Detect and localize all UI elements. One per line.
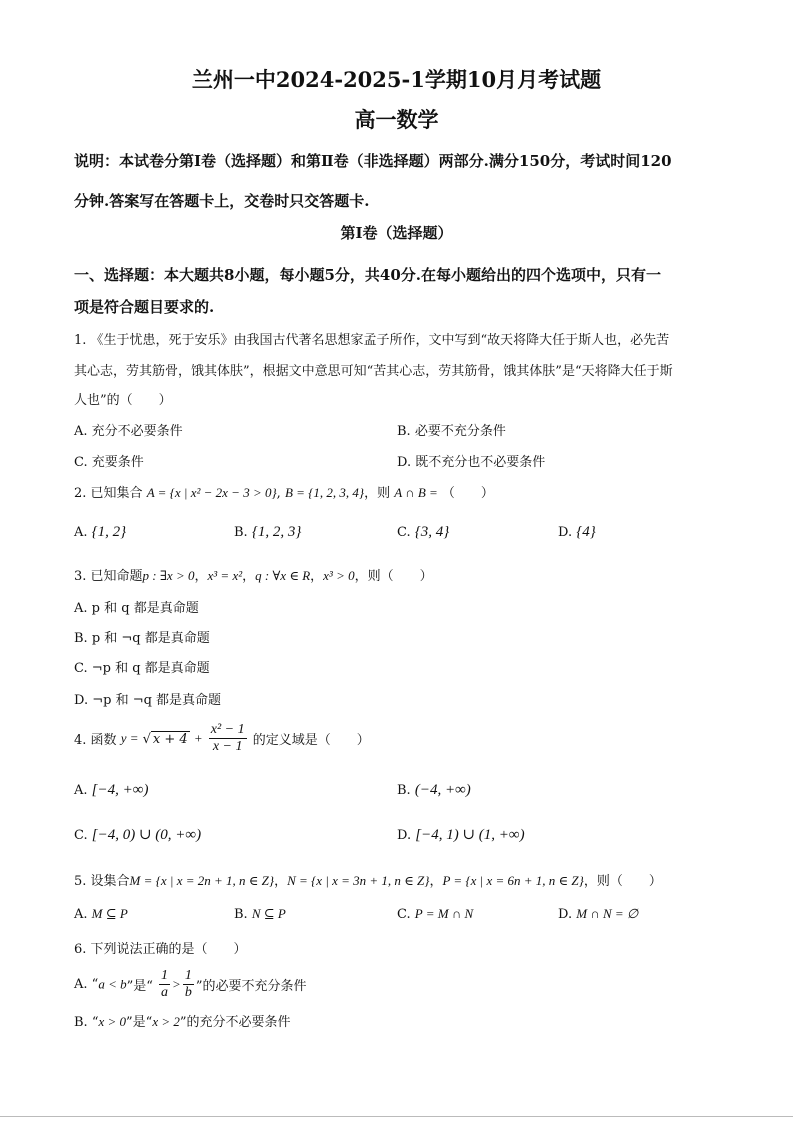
q4-option-c-value: [−4, 0) ∪ (0, +∞) xyxy=(91,827,202,843)
q4-sqrt: √ x + 4 xyxy=(142,731,188,747)
q1-option-d: D. 既不充分也不必要条件 xyxy=(397,455,546,470)
q2-set-a: A = {x | x² − 2x − 3 > 0} xyxy=(146,485,277,500)
q1-stem-line-2: 其心志，劳其筋骨，饿其体肤”，根据文中意思可知“苦其心志，劳其筋骨，饿其体肤”是“天将降大任于斯 xyxy=(74,364,673,379)
q3-proposition-p: p : ∃x > 0 xyxy=(142,568,195,583)
q1-option-b: B. 必要不充分条件 xyxy=(397,424,506,439)
q6-a-fraction-1-den: a xyxy=(161,985,169,1000)
q4-fraction xyxy=(209,722,247,755)
instructions-line-1: 说明：本试卷分第Ⅰ卷（选择题）和第Ⅱ卷（非选择题）两部分.满分150分，考试时间120 xyxy=(74,152,672,170)
q4-prefix: 4. 函数 xyxy=(74,733,117,748)
q2-option-b-label: B. xyxy=(234,525,248,540)
part1-heading: 第Ⅰ卷（选择题） xyxy=(340,224,453,242)
q3-ask: ，则（ ） xyxy=(354,569,433,584)
q4-option-a-value: [−4, +∞) xyxy=(91,782,149,798)
page-bottom-divider xyxy=(0,1116,793,1117)
q2-option-c-value: {3, 4} xyxy=(414,524,450,540)
q2-expr: A ∩ B = xyxy=(394,485,438,500)
q2-paren: （ ） xyxy=(441,486,494,501)
q4-lhs: y = xyxy=(120,730,139,746)
q5-set-p: P = {x | x = 6n + 1, n ∈ Z} xyxy=(442,873,584,888)
q2-set-b: B = {1, 2, 3, 4} xyxy=(284,485,365,500)
q4-option-c xyxy=(74,825,201,844)
q6-a-fraction-2-num: 1 xyxy=(184,968,192,983)
q2-option-a-value: {1, 2} xyxy=(91,524,127,540)
q5-set-n: N = {x | x = 3n + 1, n ∈ Z} xyxy=(287,873,430,888)
q3-proposition-q-body: x³ > 0 xyxy=(323,568,355,583)
exam-subtitle: 高一数学 xyxy=(354,107,439,132)
q6-b-prefix: B. “ xyxy=(74,1015,99,1030)
q5-option-d-label: D. xyxy=(558,907,573,922)
q2-option-b xyxy=(234,524,301,541)
q1-stem-line-3: 人也”的（ ） xyxy=(74,393,172,408)
q4-option-d xyxy=(397,825,525,844)
q4-fraction-denominator: x − 1 xyxy=(212,739,243,754)
q6-b-cond1: x > 0 xyxy=(98,1014,127,1029)
q2-prefix: 2. 已知集合 xyxy=(74,486,143,501)
q5-stem: 5. 设集合M = {x | x = 2n + 1, n ∈ Z}，N = {x | x = 3n + 1, n ∈ Z}，P = {x | x = 6n + 1, n ∈ Z}，则（ ） xyxy=(74,873,662,889)
q6-a-fraction-1 xyxy=(159,968,170,1001)
q3-stem: 3. 已知命题p : ∃x > 0，x³ = x²，q : ∀x ∈ R，x³ > 0，则（ ） xyxy=(74,568,433,584)
q4-sqrt-body: x + 4 xyxy=(152,731,188,747)
q1-option-c: C. 充要条件 xyxy=(74,455,144,470)
q2-option-c xyxy=(397,524,449,541)
q5-option-b xyxy=(234,906,286,922)
q6-a-fraction-1-num: 1 xyxy=(161,968,169,983)
q6-stem: 6. 下列说法正确的是（ ） xyxy=(74,942,247,957)
section-intro-line-1: 一、选择题：本大题共8小题，每小题5分，共40分.在每小题给出的四个选项中，只有一 xyxy=(74,266,661,284)
q6-b-suffix: ”的充分不必要条件 xyxy=(179,1015,291,1030)
q4-plus: + xyxy=(193,730,203,746)
q3-prefix: 3. 已知命题 xyxy=(74,569,143,584)
q6-option-a xyxy=(74,968,306,1001)
q4-option-d-label: D. xyxy=(397,828,412,843)
q1-stem-line-1: 1. 《生于忧患，死于安乐》由我国古代著名思想家孟子所作，文中写到“故天将降大任于斯人也，必先苦 xyxy=(74,333,670,348)
q4-ask: 的定义域是（ ） xyxy=(252,733,370,748)
q4-option-c-label: C. xyxy=(74,828,88,843)
q5-option-b-value: N ⊆ P xyxy=(251,906,286,921)
q2-option-d-label: D. xyxy=(558,525,573,540)
q6-a-gt: > xyxy=(172,976,181,992)
q4-option-d-value: [−4, 1) ∪ (1, +∞) xyxy=(415,827,525,843)
q6-a-suffix: ”的必要不充分条件 xyxy=(195,979,307,994)
q5-option-d xyxy=(558,906,638,922)
q5-option-a-value: M ⊆ P xyxy=(91,906,128,921)
q3-option-a: A. p 和 q 都是真命题 xyxy=(74,601,199,616)
q2-option-a-label: A. xyxy=(74,525,88,540)
q2-option-a xyxy=(74,524,126,541)
exam-title: 兰州一中2024-2025-1学期10月月考试题 xyxy=(191,67,602,92)
q2-option-b-value: {1, 2, 3} xyxy=(251,524,302,540)
q3-proposition-p-body: x³ = x² xyxy=(207,568,243,583)
q3-option-d: D. ¬p 和 ¬q 都是真命题 xyxy=(74,693,222,708)
q5-prefix: 5. 设集合 xyxy=(74,874,130,889)
q2-option-d xyxy=(558,524,596,541)
q6-b-cond2: x > 2 xyxy=(152,1014,180,1029)
q2-option-d-value: {4} xyxy=(576,524,596,540)
q5-set-m: M = {x | x = 2n + 1, n ∈ Z} xyxy=(129,873,275,888)
q5-option-d-value: M ∩ N = ∅ xyxy=(576,906,639,921)
q6-a-prefix: A. “ xyxy=(74,977,99,992)
q5-option-c-label: C. xyxy=(397,907,411,922)
q5-option-a-label: A. xyxy=(74,907,88,922)
q3-option-c: C. ¬p 和 q 都是真命题 xyxy=(74,661,210,676)
q5-option-c-value: P = M ∩ N xyxy=(414,906,474,921)
q4-fraction-numerator: x² − 1 xyxy=(210,722,245,737)
q3-option-b: B. p 和 ¬q 都是真命题 xyxy=(74,631,210,646)
q2-stem: 2. 已知集合 A = {x | x² − 2x − 3 > 0}, B = {1, 2, 3, 4}，则 A ∩ B = （ ） xyxy=(74,485,494,501)
q3-proposition-q: q : ∀x ∈ R xyxy=(255,568,311,583)
q2-option-c-label: C. xyxy=(397,525,411,540)
q4-stem xyxy=(74,722,370,755)
instructions-line-2: 分钟.答案写在答题卡上，交卷时只交答题卡. xyxy=(74,192,370,210)
q5-option-c xyxy=(397,906,473,922)
q4-option-b-label: B. xyxy=(397,783,411,798)
q4-option-a-label: A. xyxy=(74,783,88,798)
q5-option-b-label: B. xyxy=(234,907,248,922)
q4-option-a xyxy=(74,782,148,799)
q1-option-a: A. 充分不必要条件 xyxy=(74,424,183,439)
q6-b-mid: ”是“ xyxy=(126,1015,153,1030)
q2-ask: ，则 xyxy=(364,486,391,501)
q6-a-fraction-2-den: b xyxy=(184,985,192,1000)
q6-option-b xyxy=(74,1011,291,1030)
q4-option-b xyxy=(397,782,471,799)
q6-a-fraction-2 xyxy=(183,968,194,1001)
section-intro-line-2: 项是符合题目要求的. xyxy=(74,298,215,316)
q4-option-b-value: (−4, +∞) xyxy=(414,782,471,798)
q5-ask: ，则（ ） xyxy=(583,874,662,889)
q5-option-a xyxy=(74,906,128,922)
q6-a-mid: ”是“ xyxy=(126,979,153,994)
q6-a-cond1: a < b xyxy=(98,976,127,992)
